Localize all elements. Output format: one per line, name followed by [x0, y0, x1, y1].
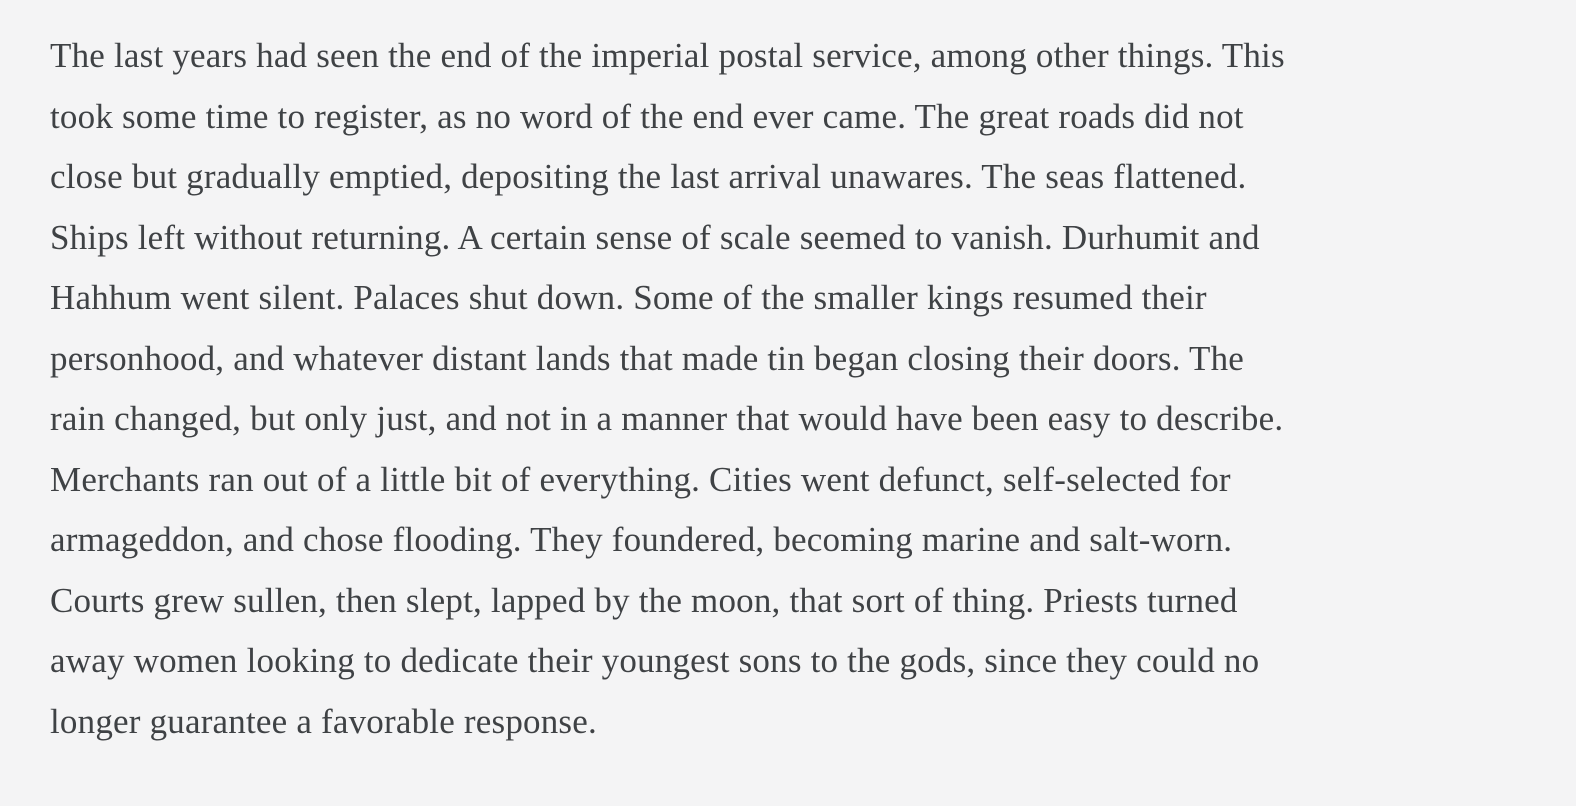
- text-line: The last years had seen the end of the imperial postal service, among other things. This: [50, 36, 1285, 75]
- text-line: away women looking to dedicate their youngest sons to the gods, since they could no: [50, 641, 1260, 680]
- text-line: armageddon, and chose flooding. They foundered, becoming marine and salt-worn.: [50, 520, 1233, 559]
- text-line: Courts grew sullen, then slept, lapped by the moon, that sort of thing. Priests turned: [50, 580, 1238, 620]
- text-line: Ships left without returning. A certain sense of scale seemed to vanish. Durhumit and: [50, 217, 1260, 257]
- text-line: Merchants ran out of a little bit of everything. Cities went defunct, self-selected for: [50, 459, 1231, 499]
- text-line: rain changed, but only just, and not in a manner that would have been easy to describe.: [50, 399, 1284, 438]
- text-line: Hahhum went silent. Palaces shut down. Some of the smaller kings resumed their: [50, 278, 1207, 317]
- text-line: took some time to register, as no word of the end ever came. The great roads did not: [50, 96, 1244, 136]
- text-line: personhood, and whatever distant lands that made tin began closing their doors. The: [50, 338, 1245, 378]
- prose-paragraph: [50, 26, 1526, 752]
- text-line: longer guarantee a favorable response.: [50, 701, 597, 741]
- text-line: close but gradually emptied, depositing the last arrival unawares. The seas flattened.: [50, 157, 1247, 196]
